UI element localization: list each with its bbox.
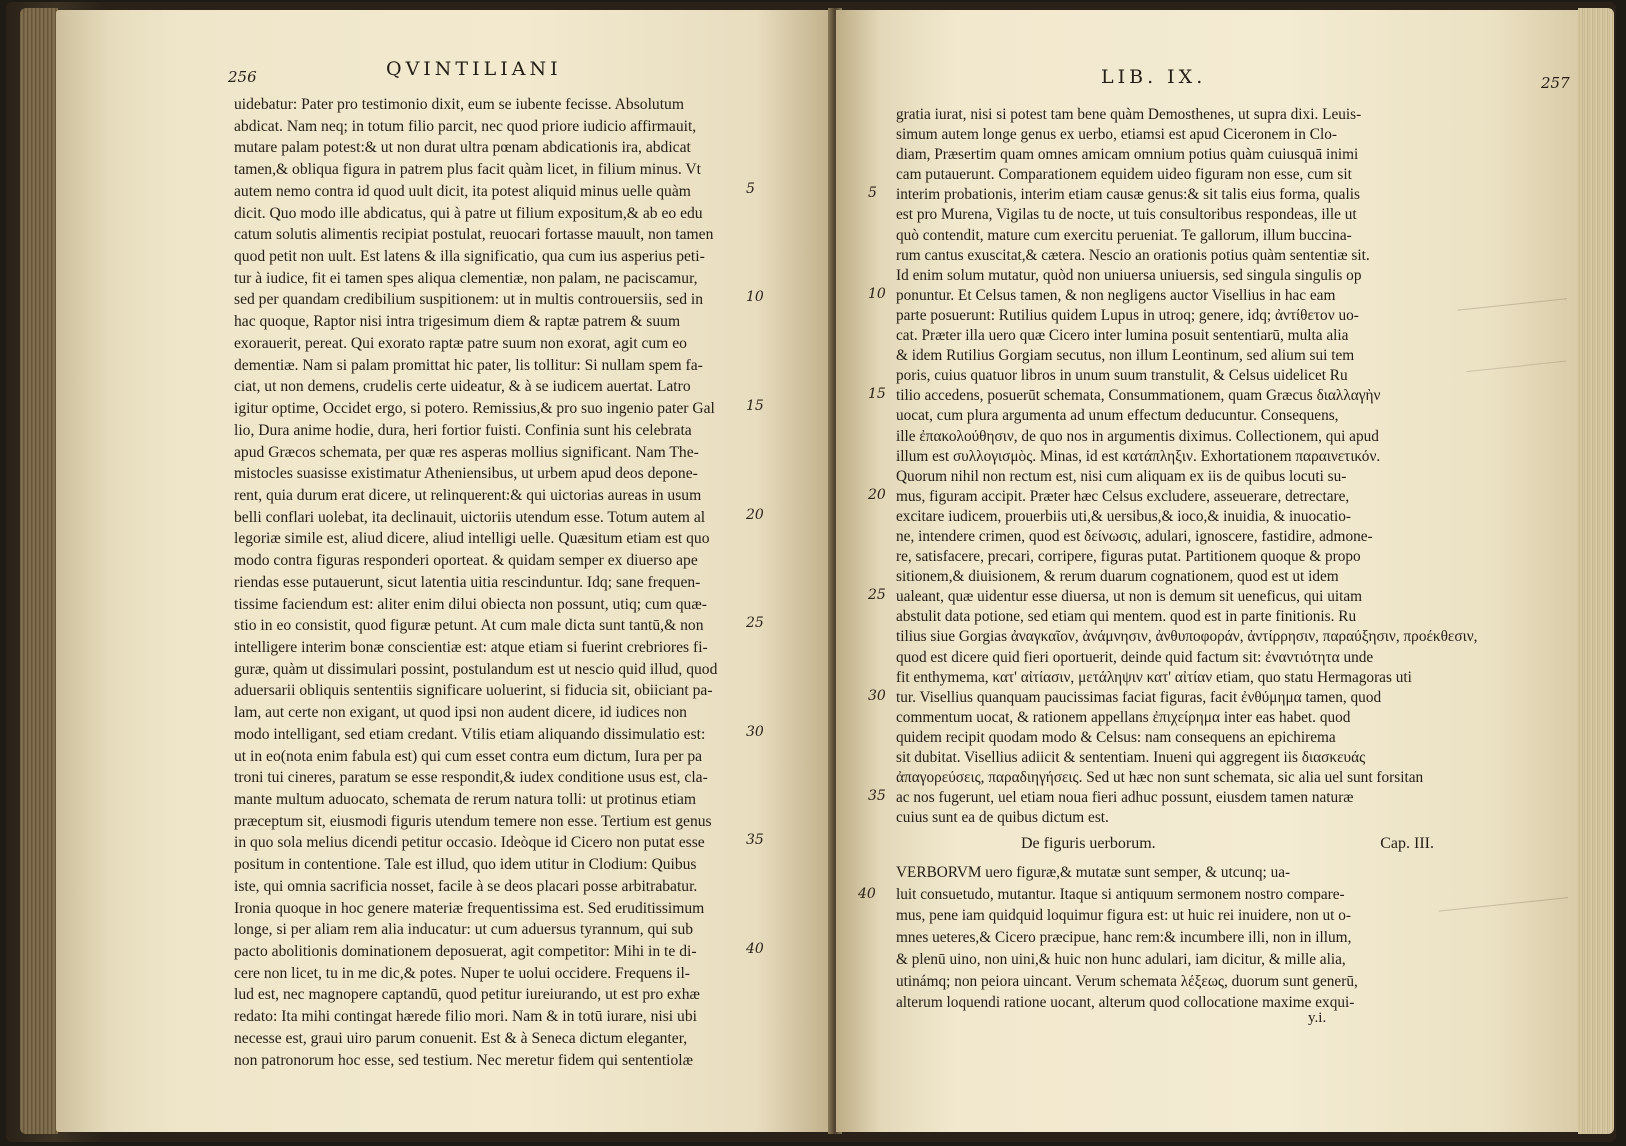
handwritten-annotation bbox=[1455, 274, 1567, 310]
text-line: mutare palam potest:& ut non durat ultra pœnam abdicationis ira, abdicat bbox=[234, 139, 691, 157]
line-number: 15 bbox=[868, 386, 886, 403]
text-line: quò contendit, mature cum exercitu perueniat. Te gallorum, illum buccina- bbox=[896, 226, 1352, 244]
text-line: præceptum sit, eiusmodi figuris utendum temere non esse. Tertium est genus bbox=[234, 812, 712, 830]
line-number: 10 bbox=[868, 285, 886, 302]
text-line: cere non licet, tu in me dic,& potes. Nuper te uolui occidere. Frequens il- bbox=[234, 964, 690, 982]
text-line: commentum uocat, & rationem appellans ἐπιχείρημα inter eas habet. quod bbox=[896, 708, 1351, 726]
line-number: 40 bbox=[858, 886, 876, 902]
text-line: simum autem longe genus ex uerbo, etiamsi est apud Ciceronem in Clo- bbox=[896, 126, 1337, 144]
text-line: riendas esse putauerunt, sicut latentia uitia rescinduntur. Idq; sane frequen- bbox=[234, 573, 701, 591]
text-line: parte posuerunt: Rutilius quidem Lupus in utroq; genere, idq; ἀντίθετον uo- bbox=[896, 306, 1359, 324]
text-line: igitur optime, Occidet ergo, si potero. Remissius,& pro suo ingenio pater Gal bbox=[234, 400, 715, 418]
text-line: dementiæ. Nam si palam promittat hic pater, lis tollitur: Si nullam spem fa- bbox=[234, 356, 703, 374]
line-number: 30 bbox=[746, 723, 764, 740]
left-page bbox=[56, 10, 834, 1132]
text-line: ciat, ut non demens, crudelis certe uideatur, & à se iudicem auertat. Latro bbox=[234, 378, 691, 396]
text-line: uidebatur: Pater pro testimonio dixit, eum se iubente fecisse. Absolutum bbox=[234, 96, 684, 113]
text-line: cat. Præter illa uero quæ Cicero inter lumina posuit sententiarū, multa alia bbox=[896, 327, 1349, 345]
text-line: aduersarii obliquis sententiis significare uoluerint, si fiducia sit, obiiciant pa- bbox=[234, 682, 713, 700]
handwritten-annotation bbox=[1434, 853, 1568, 911]
text-line: rent, quia durum erat dicere, ut relinquerent:& qui uictorias aureas in usum bbox=[234, 486, 702, 504]
text-line: alterum loquendi ratione uocant, alterum quod collocatione maxime exqui- bbox=[896, 994, 1355, 1012]
text-line: tilius siue Gorgias ἀναγκαῖον, ἀνάμνησιν, ἀνθυποφοράν, ἀντίρρησιν, παραύξησιν, προέκθεσιν, bbox=[896, 628, 1478, 646]
text-line: mus, figuram accipit. Præter hæc Celsus excludere, asseuerare, detrectare, bbox=[896, 487, 1350, 505]
line-number: 20 bbox=[868, 486, 886, 503]
text-line: quod petit non uult. Est latens & illa significatio, qua cum ius asperius peti- bbox=[234, 248, 705, 266]
line-number: 25 bbox=[868, 587, 886, 604]
text-line: Ironia quoque in hoc genere materiæ frequentissima est. Sed eruditissimum bbox=[234, 899, 705, 917]
page-number: 257 bbox=[1541, 74, 1570, 92]
text-line: ac nos fugerunt, uel etiam noua fieri adhuc possunt, eiusdem tamen naturæ bbox=[896, 789, 1354, 807]
text-line: mistocles suasisse existimatur Atheniensibus, ut urbem apud deos depone- bbox=[234, 465, 698, 483]
line-number: 5 bbox=[746, 180, 755, 197]
text-line: tilio accedens, posuerūt schemata, Consummationem, quam Græcus διαλλαγὴν bbox=[896, 387, 1381, 405]
line-number: 40 bbox=[746, 941, 764, 958]
page-text bbox=[896, 105, 1478, 828]
text-line: ut in eo(nota enim fabula est) qui cum esset contra eum dictum, Iura per pa bbox=[234, 747, 703, 765]
text-line: excitare iudicem, prouerbiis uti,& uersibus,& ioco,& inuidia, & inuocatio- bbox=[896, 507, 1351, 525]
text-line: lud est, nec magnopere captandū, quod petitur iureiurando, ut est pro exhæ bbox=[234, 986, 700, 1004]
chapter-heading bbox=[896, 835, 1434, 859]
chapter-title: De figuris uerborum. bbox=[1021, 835, 1156, 852]
text-line: Id enim solum mutatur, quòd non uniuersa uniuersis, sed singula singulis op bbox=[896, 266, 1362, 284]
text-line: dicit. Quo modo ille abdicatus, qui à patre ut filium expositum,& ab eo edu bbox=[234, 204, 703, 222]
text-line: tur. Visellius quanquam paucissimas faciat figuras, facit ἐνθύμημα tamen, quod bbox=[896, 688, 1382, 706]
page-text bbox=[234, 94, 794, 1071]
signature-mark: y.i. bbox=[1308, 1010, 1327, 1026]
text-line: non patronorum hoc esse, sed testium. Nec meretur fidem qui sententiolæ bbox=[234, 1051, 694, 1069]
text-line: lio, Dura anime hodie, dura, heri fortior fuisti. Confinia sunt his celebrata bbox=[234, 421, 692, 439]
running-head: LIB. IX. bbox=[1101, 66, 1207, 88]
text-line: gratia iurat, nisi si potest tam bene quàm Demosthenes, ut supra dixi. Leuis- bbox=[896, 106, 1362, 123]
text-line: quidem recipit quodam modo & Celsus: nam consequens an epichirema bbox=[896, 728, 1336, 746]
text-line: belli conflari uolebat, ita declinauit, uictoriis utendum esse. Totum autem al bbox=[234, 508, 706, 526]
text-line: ille ἐπακολούθησιν, de quo nos in argumentis diximus. Collectionem, qui apud bbox=[896, 427, 1379, 445]
text-line: apud Græcos schemata, per quæ res asperas mollius significant. Nam The- bbox=[234, 443, 699, 461]
line-number: 10 bbox=[746, 289, 764, 306]
text-line: intelligere interim bonæ conscientiæ est: atque etiam si fuerint crebriores fi- bbox=[234, 638, 708, 656]
text-line: luit consuetudo, mutantur. Itaque si antiquum sermonem nostro compare- bbox=[896, 885, 1345, 903]
text-line: abstulit data potione, sed etiam qui mentem. quod est in parte finitionis. Ru bbox=[896, 608, 1357, 626]
handwritten-annotation bbox=[1462, 321, 1566, 372]
text-line: longe, si per aliam rem alia inducatur: ut cum aduersus tyrannum, qui sub bbox=[234, 921, 694, 939]
text-line: tissime faciendum est: aliter enim dilui obiecta non possunt, utiq; cum quæ- bbox=[234, 595, 707, 613]
text-line: tur à iudice, fit ei tamen spes aliqua clementiæ, non palam, ne paciscamur, bbox=[234, 269, 698, 287]
text-line: mus, pene iam quidquid loquimur figura est: ut huic rei inuidere, non ut o- bbox=[896, 907, 1351, 925]
text-line: positum in contentione. Tale est illud, quo idem utitur in Clodium: Quibus bbox=[234, 856, 697, 874]
line-number: 35 bbox=[868, 788, 886, 805]
text-line: troni tui cineres, paratum se esse respondit,& iudex conditione usus est, cla- bbox=[234, 769, 708, 787]
text-line: sed per quandam credibilium suspitionem: ut in multis controuersiis, sed in bbox=[234, 291, 704, 309]
text-line: & plenū uino, non uini,& huic non hunc adulari, iam dicitur, & mille alia, bbox=[896, 950, 1346, 968]
text-line: guræ, quàm ut dissimulari possint, postulandum est ut nescio quid illud, quod bbox=[234, 660, 718, 678]
text-line: mante multum aduocato, schemata de rerum natura tolli: ut protinus etiam bbox=[234, 791, 697, 808]
text-line: abdicat. Nam neq; in totum filio parcit, nec quod priore iudicio affirmauit, bbox=[234, 117, 697, 135]
chapter-number: Cap. III. bbox=[1380, 835, 1434, 852]
text-line: illum est συλλογισμὸς. Minas, id est κατάπληξιν. Exhortationem παραινετικόν. bbox=[896, 447, 1381, 465]
open-book bbox=[6, 2, 1616, 1142]
text-line: ponuntur. Et Celsus tamen, & non negligens auctor Visellius in hac eam bbox=[896, 286, 1336, 304]
text-line: tamen,& obliqua figura in patrem plus facit quàm licet, in filium minus. Vt bbox=[234, 161, 701, 179]
text-line: diam, Præsertim quam omnes amicam omnium potius quàm cuiusquā inimi bbox=[896, 146, 1359, 164]
text-line: cam putauerunt. Comparationem equidem uideo figuram non esse, cum sit bbox=[896, 166, 1352, 184]
line-number: 20 bbox=[746, 506, 764, 523]
text-line: uocat, cum plura argumenta ad unum effectum deducuntur. Consequens, bbox=[896, 407, 1339, 425]
book-edge-right bbox=[1578, 8, 1614, 1134]
line-number: 35 bbox=[746, 832, 764, 849]
running-head: QVINTILIANI bbox=[386, 58, 562, 80]
text-line: necesse est, graui uiro parum conuenit. Est & à Seneca dictum eleganter, bbox=[234, 1029, 688, 1047]
text-line: re, satisfacere, precari, corripere, figuras putat. Partitionem quoque & propo bbox=[896, 548, 1361, 566]
text-line: ἀπαγορεύσεις, παραδιηγήσεις. Sed ut hæc non sunt schemata, sic alia uel sunt forsitan bbox=[896, 769, 1424, 787]
page-number: 256 bbox=[228, 68, 257, 86]
text-line: stio in eo consistit, quod figuræ petunt. At cum male dicta sunt tantū,& non bbox=[234, 617, 704, 635]
text-line: cuius sunt ea de quibus dictum est. bbox=[896, 809, 1109, 827]
text-line: iste, qui omnia sacrificia nosset, facile à se deos placari posse arbitrabatur. bbox=[234, 877, 698, 895]
text-line: exorauerit, pereat. Qui exorato raptæ patre suum non exorat, agit cum eo bbox=[234, 334, 687, 352]
text-line: utinámq; non peiora uincant. Verum schemata λέξεως, duorum sunt generū, bbox=[896, 972, 1358, 990]
text-line: mnes ueteres,& Cicero præcipue, hanc rem:& incumbere illi, non in illum, bbox=[896, 929, 1352, 947]
line-number: 30 bbox=[868, 687, 886, 704]
text-line: est pro Murena, Vigilas tu de nocte, ut tuis consultoribus respondeas, ille ut bbox=[896, 206, 1357, 224]
text-line: sitionem,& diuisionem, & rerum duarum cognationem, quod est ut idem bbox=[896, 568, 1339, 586]
text-line: lam, aut certe non exigant, ut quod ipsi non audent dicere, id iudices non bbox=[234, 704, 687, 722]
text-line: redato: Ita mihi contingat hærede filio mori. Nam & in totū iurare, nisi ubi bbox=[234, 1008, 697, 1026]
chapter-text bbox=[896, 862, 1436, 1014]
line-number: 5 bbox=[868, 185, 877, 202]
text-line: legoriæ simile est, aliud dicere, aliud intelligi uelle. Quæsitum etiam est quo bbox=[234, 530, 710, 548]
right-page bbox=[836, 10, 1582, 1132]
text-line: pacto abolitionis dominationem deposuerat, agit competitor: Mihi in te di- bbox=[234, 943, 697, 961]
text-line: VERBORVM uero figuræ,& mutatæ sunt semper, & utcunq; ua- bbox=[896, 864, 1291, 881]
text-line: fit enthymema, κατ' αἰτίασιν, μετάληψιν κατ' αἰτίαν etiam, quo statu Hermagoras uti bbox=[896, 668, 1412, 686]
text-line: quod est dicere quid fieri oportuerit, deinde quid factum sit: ἐναντιότητα unde bbox=[896, 648, 1374, 666]
line-number: 25 bbox=[746, 615, 764, 632]
text-line: ualeant, quæ uidentur esse diuersa, ut non is demum sit ueneficus, qui uitam bbox=[896, 588, 1363, 606]
text-line: catum solutis alimentis recipiat postulat, reuocari fortasse mauult, non tamen bbox=[234, 226, 714, 244]
text-line: & idem Rutilius Gorgiam secutus, non illum Leontinum, sed alium sui tem bbox=[896, 347, 1355, 365]
line-number: 15 bbox=[746, 398, 764, 415]
text-line: autem nemo contra id quod uult dicit, ita potest aliquid minus uelle quàm bbox=[234, 182, 691, 200]
text-line: modo contra figuras responderi oporteat. & quidam semper ex diuerso ape bbox=[234, 552, 698, 570]
text-line: modo intelligant, sed etiam credant. Vtilis etiam aliquando dissimulatio est: bbox=[234, 725, 706, 743]
text-line: Quorum nihil non rectum est, nisi cum aliquam ex iis de quibus locuti su- bbox=[896, 467, 1347, 485]
text-line: interim probationis, interim etiam causæ genus:& sit talis eius forma, qualis bbox=[896, 186, 1360, 204]
text-line: rum cantus exuscitat,& cætera. Nescio an orationis potius quàm sententiæ sit. bbox=[896, 246, 1370, 264]
text-line: ne, intendere crimen, quod est δείνωσις, adulari, ignoscere, fastidire, admone- bbox=[896, 527, 1373, 545]
book-edge-left bbox=[20, 8, 58, 1134]
text-line: in quo sola melius dicendi petitur occasio. Ideòque id Cicero non putat esse bbox=[234, 834, 705, 852]
text-line: sit dubitat. Visellius adiicit & sententiam. Inueni qui aggregent iis διασκευάς bbox=[896, 749, 1366, 766]
text-line: hac quoque, Raptor nisi intra trigesimum diem & raptæ patrem & suum bbox=[234, 313, 681, 331]
text-line: poris, cuius quatuor libros in unum suum transtulit, & Celsus uidelicet Ru bbox=[896, 367, 1348, 385]
